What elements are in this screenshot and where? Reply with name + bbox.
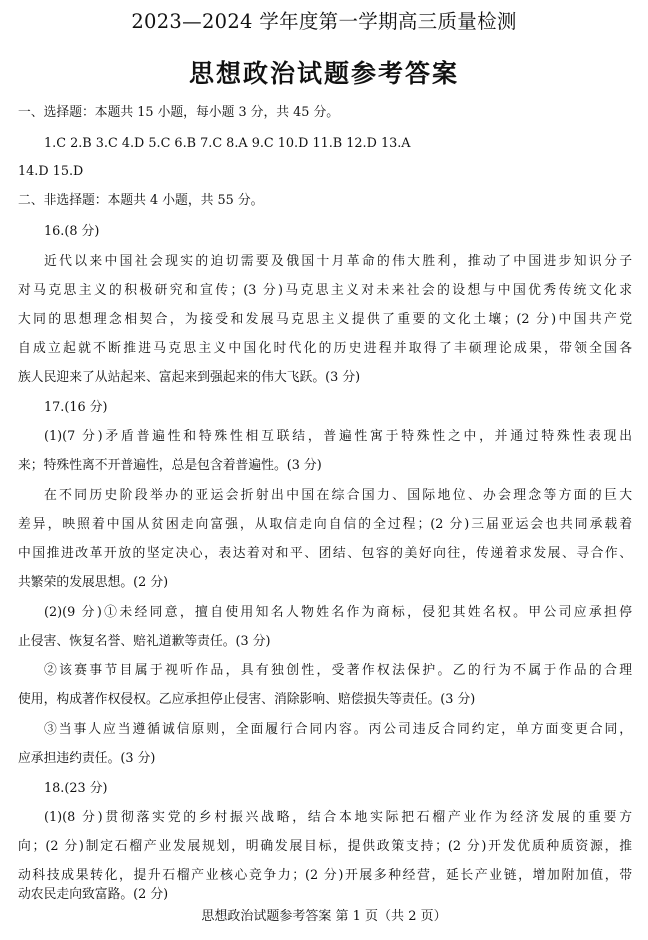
q17-part1-line: 在不同历史阶段举办的亚运会折射出中国在综合国力、国际地位、办会理念等方面的巨大 (44, 488, 632, 503)
q16-text-line: 族人民迎来了从站起来、富起来到强起来的伟大飞跃。(3 分) (18, 370, 361, 385)
question-16-heading: 16.(8 分) (44, 224, 100, 239)
q17-part1-line: (1)(7 分)矛盾普遍性和特殊性相互联结，普遍性寓于特殊性之中，并通过特殊性表现出 (44, 429, 632, 444)
q16-text-line: 近代以来中国社会现实的迫切需要及俄国十月革命的伟大胜利，推动了中国进步知识分子 (44, 254, 632, 269)
q17-part2-line: ③当事人应当遵循诚信原则，全面履行合同内容。丙公司违反合同约定，单方面变更合同， (44, 722, 632, 737)
q18-part1-line: 动科技成果转化，提升石榴产业核心竞争力；(2 分)开展多种经营，延长产业链，增加附加值，带 (18, 868, 632, 883)
section-1-heading: 一、选择题：本题共 15 小题，每小题 3 分，共 45 分。 (18, 105, 340, 120)
choice-answers-row-2: 14.D 15.D (18, 164, 84, 179)
q17-part1-line: 中国推进改革开放的坚定决心，表达着对和平、团结、包容的美好向往，传递着求发展、寻合作、 (18, 546, 632, 561)
page-footer: 思想政治试题参考答案 第 1 页（共 2 页） (201, 909, 447, 924)
q17-part2-line: 止侵害、恢复名誉、赔礼道歉等责任。(3 分) (18, 634, 271, 649)
document-title: 思想政治试题参考答案 (188, 59, 459, 88)
question-18-heading: 18.(23 分) (44, 781, 108, 796)
q17-part2-line: 应承担违约责任。(3 分) (18, 751, 156, 766)
q17-part1-line: 差异，映照着中国从贫困走向富强，从取信走向自信的全过程；(2 分)三届亚运会也共同承载着 (18, 517, 632, 532)
q16-text-line: 大同的思想理念相契合，为接受和发展马克思主义提供了重要的文化土壤；(2 分)中国共产党 (18, 312, 632, 327)
q17-part2-line: 使用，构成著作权侵权。乙应承担停止侵害、消除影响、赔偿损失等责任。(3 分) (18, 692, 476, 707)
q16-text-line: 自成立起就不断推进马克思主义中国化时代化的历史进程并取得了丰硕理论成果，带领全国各 (18, 341, 632, 356)
q17-part1-line: 来；特殊性离不开普遍性，总是包含着普遍性。(3 分) (18, 458, 322, 473)
q17-part1-line: 共繁荣的发展思想。(2 分) (18, 575, 169, 590)
q17-part2-line: ②该赛事节目属于视听作品，具有独创性，受著作权法保护。乙的行为不属于作品的合理 (44, 663, 632, 678)
q16-text-line: 对马克思主义的积极研究和宣传；(3 分)马克思主义对未来社会的设想与中国优秀传统文化求 (18, 283, 632, 298)
question-17-heading: 17.(16 分) (44, 400, 108, 415)
q18-part1-line: (1)(8 分)贯彻落实党的乡村振兴战略，结合本地实际把石榴产业作为经济发展的重要方 (44, 810, 632, 825)
section-2-heading: 二、非选择题：本题共 4 小题，共 55 分。 (18, 193, 264, 208)
choice-answers-row-1: 1.C 2.B 3.C 4.D 5.C 6.B 7.C 8.A 9.C 10.D 11.B 12.D 13.A (44, 136, 411, 151)
q18-part1-line: 向；(2 分)制定石榴产业发展规划，明确发展目标，提供政策支持；(2 分)开发优质种质资源，推 (18, 839, 632, 854)
exam-title: 2023—2024 学年度第一学期高三质量检测 (131, 10, 517, 33)
q18-part1-line-last: 动农民走向致富路。(2 分) (18, 887, 169, 902)
q17-part2-line: (2)(9 分)①未经同意，擅自使用知名人物姓名作为商标，侵犯其姓名权。甲公司应承担停 (44, 605, 632, 620)
